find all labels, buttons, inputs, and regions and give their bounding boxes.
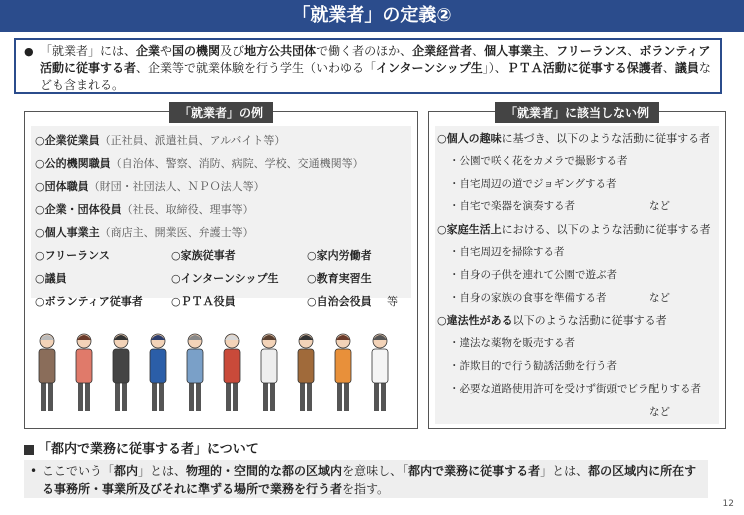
worker-example-item: ○議員 xyxy=(35,272,67,285)
worker-example-item: ○教育実習生 xyxy=(307,272,372,285)
worker-example-item: ○ボランティア従事者 xyxy=(35,295,143,308)
definition-part: を指す。 xyxy=(342,482,390,496)
bullet-icon: • xyxy=(30,464,38,478)
worker-figure-icon xyxy=(150,334,166,411)
worker-figure-icon xyxy=(39,334,55,411)
worker-figure-icon xyxy=(298,334,314,411)
non-worker-example-text: ・詐欺目的で行う勧誘活動を行う者 xyxy=(449,360,617,372)
intro-part: ボランティア活動に従事する者 xyxy=(40,44,711,75)
non-worker-example xyxy=(449,153,628,168)
definition-part: 都内 xyxy=(114,464,139,478)
worker-example-item: ○家族従事者 xyxy=(171,249,236,262)
definition-text xyxy=(42,464,696,496)
intro-part: 「就業者」には、 xyxy=(40,44,137,58)
non-worker-category-text: における、以下のような活動に従事する者 xyxy=(501,223,711,237)
non-worker-examples-suffix: など xyxy=(649,405,670,418)
worker-example-detail: （財団・社団法人、ＮＰＯ法人等） xyxy=(88,180,265,193)
worker-example-row xyxy=(35,155,364,171)
non-worker-examples-list xyxy=(435,126,719,424)
worker-example-item: ○フリーランス xyxy=(35,249,110,262)
worker-example-detail: （自治体、警察、消防、病院、学校、交通機関等） xyxy=(110,157,364,170)
non-worker-example-text: ・違法な薬物を販売する者 xyxy=(449,337,575,350)
non-worker-category-text: に基づき、以下のような活動に従事する者 xyxy=(501,132,711,145)
non-worker-example xyxy=(449,335,575,350)
intro-part: 、 xyxy=(662,61,675,75)
intro-text xyxy=(40,44,711,92)
intro-box xyxy=(14,38,722,94)
intro-part: 、 xyxy=(472,44,485,58)
worker-figure-icon xyxy=(224,334,240,411)
page-number: 12 xyxy=(722,499,734,509)
non-worker-example-text: ・必要な道路使用許可を受けず街頭でビラ配りする者 xyxy=(449,382,701,395)
intro-part: や xyxy=(160,44,173,58)
worker-example-item: ○ＰＴＡ役員 xyxy=(171,295,236,308)
intro-part: 企業 xyxy=(136,44,161,58)
worker-figure-icon xyxy=(187,334,203,411)
non-worker-category-text: 以下のような活動に従事する者 xyxy=(512,314,667,328)
non-worker-example-text: ・自宅周辺の道でジョギングする者 xyxy=(449,177,617,190)
intro-part: 、 xyxy=(544,44,557,58)
definition-part: ここでいう「 xyxy=(42,464,115,478)
worker-example-detail: （社長、取締役、理事等） xyxy=(121,203,254,216)
worker-example-detail: （正社員、派遣社員、アルバイト等） xyxy=(99,134,286,147)
intro-part: 及び xyxy=(220,44,245,58)
worker-example-detail: （商店主、開業医、弁護士等） xyxy=(99,226,254,239)
worker-figure-icon xyxy=(261,334,277,411)
definition-part: 都内で業務に従事する者 xyxy=(408,464,541,478)
non-worker-category xyxy=(437,130,710,146)
non-worker-example-text: ・自身の子供を連れて公園で遊ぶ者 xyxy=(449,268,617,281)
worker-example-item: ○インターンシップ生 xyxy=(171,272,279,285)
intro-part: 」）、 xyxy=(482,61,507,75)
non-worker-category-label: ○個人の趣味 xyxy=(437,132,502,145)
non-worker-example-suffix: など xyxy=(649,200,670,213)
intro-part: ＰＴＡ活動に従事する保護者 xyxy=(506,61,663,75)
worker-example-row xyxy=(35,224,254,240)
intro-part: なども含まれる。 xyxy=(40,61,711,92)
non-worker-example-suffix: など xyxy=(649,291,670,304)
non-worker-example xyxy=(449,267,617,282)
non-worker-examples-heading: 「就業者」に該当しない例 xyxy=(495,102,659,123)
definition-part: 」とは、 xyxy=(138,464,187,478)
page-title: 「就業者」の定義② xyxy=(0,0,744,32)
intro-part: 地方公共団体 xyxy=(244,44,317,58)
worker-example-row xyxy=(35,132,285,148)
worker-examples-heading: 「就業者」の例 xyxy=(169,102,273,123)
worker-example-row xyxy=(35,178,265,194)
non-worker-examples-panel xyxy=(428,106,726,429)
worker-example-label: ○企業・団体役員 xyxy=(35,203,122,216)
worker-examples-list xyxy=(31,126,411,308)
non-worker-example xyxy=(449,176,616,191)
square-bullet-icon xyxy=(24,445,34,455)
non-worker-category xyxy=(437,312,667,328)
non-worker-example xyxy=(449,381,701,396)
non-worker-category-label: ○家庭生活上 xyxy=(437,223,502,237)
worker-example-row xyxy=(35,201,254,217)
intro-part: 企業経営者 xyxy=(412,44,473,58)
definition-part: 都の区域内に所在する事務所・事業所及びそれに準ずる場所で業務を行う者 xyxy=(42,464,697,496)
definition-box xyxy=(24,460,708,498)
non-worker-example-text: ・自宅周辺を掃除する者 xyxy=(449,246,565,258)
non-worker-example-text: ・自宅で楽器を演奏する者 xyxy=(449,200,575,213)
worker-example-label: ○団体職員 xyxy=(35,180,89,193)
non-worker-example-text: ・自身の家族の食事を準備する者 xyxy=(449,291,607,304)
worker-figure-icon xyxy=(372,334,388,411)
intro-part: 国の機関 xyxy=(172,44,221,58)
definition-part: を意味し、「 xyxy=(342,464,409,478)
non-worker-example xyxy=(449,244,565,259)
non-worker-example xyxy=(449,290,670,305)
non-worker-category-label: ○違法性がある xyxy=(437,314,513,328)
intro-part: 個人事業主 xyxy=(484,44,545,58)
intro-part: で働く者のほか、 xyxy=(316,44,413,58)
section-heading: 「都内で業務に従事する者」について xyxy=(24,438,259,457)
intro-part: 議員 xyxy=(674,61,699,75)
non-worker-example xyxy=(449,358,617,373)
worker-example-label: ○公的機関職員 xyxy=(35,157,111,170)
definition-part: 物理的・空間的な都の区域内 xyxy=(186,464,343,478)
workers-illustration xyxy=(29,327,413,422)
worker-example-item: ○自治会役員 xyxy=(307,295,372,308)
intro-part: フリーランス xyxy=(556,44,628,58)
intro-part: 、 xyxy=(627,44,640,58)
worker-figure-icon xyxy=(113,334,129,411)
intro-part: 、企業等で就業体験を行う学生（いわゆる「 xyxy=(136,61,377,75)
worker-example-label: ○個人事業主 xyxy=(35,226,100,239)
worker-example-label: ○企業従業員 xyxy=(35,134,100,147)
worker-examples-panel xyxy=(24,106,418,429)
non-worker-example-text: ・公園で咲く花をカメラで撮影する者 xyxy=(449,154,628,167)
intro-part: インターンシップ生 xyxy=(376,61,483,75)
worker-figure-icon xyxy=(335,334,351,411)
non-worker-category xyxy=(437,221,711,237)
bullet-icon: ● xyxy=(24,45,34,58)
worker-example-item: ○家内労働者 xyxy=(307,249,372,262)
worker-examples-suffix: 等 xyxy=(387,295,398,308)
non-worker-example xyxy=(449,198,670,213)
definition-part: 」とは、 xyxy=(540,464,589,478)
worker-figure-icon xyxy=(76,334,92,411)
